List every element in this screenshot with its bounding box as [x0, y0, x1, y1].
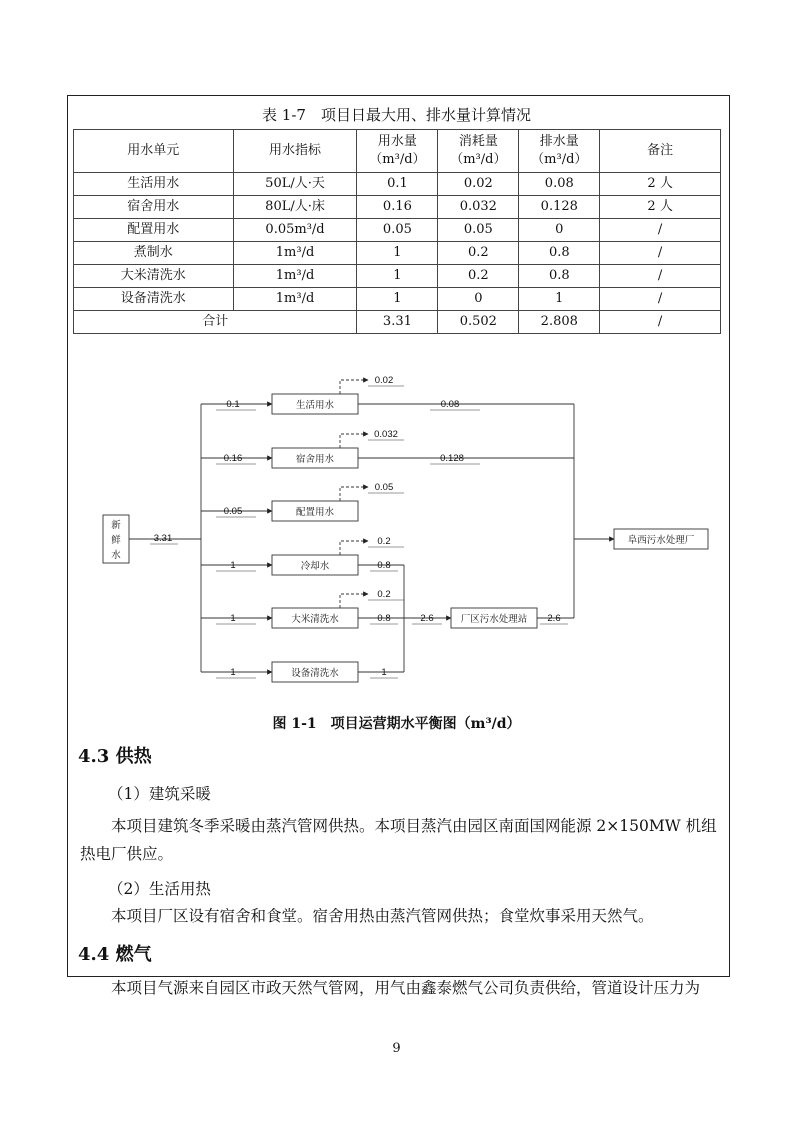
unit-loss: 0.2: [377, 536, 391, 547]
cell-consume: 0.2: [438, 265, 519, 288]
cell-use: 1: [357, 242, 438, 265]
cell-use: 0.16: [357, 196, 438, 219]
table-header-row: [74, 130, 721, 173]
header-consumption: 消耗量 （m³/d）: [438, 130, 519, 173]
unit-out: 1: [381, 667, 387, 678]
header-indicator: 用水指标: [233, 130, 357, 173]
unit-in: 0.05: [223, 506, 243, 517]
unit-in: 1: [230, 667, 236, 678]
cell-indicator: 1m³/d: [233, 265, 357, 288]
table-row: [74, 219, 721, 242]
table-row: [74, 265, 721, 288]
unit-name: 大米清洗水: [291, 614, 339, 625]
header-remark: 备注: [600, 130, 721, 173]
cell-unit: 煮制水: [74, 242, 234, 265]
cell-discharge: 0: [519, 219, 600, 242]
cell-unit: 宿舍用水: [74, 196, 234, 219]
unit-name: 设备清洗水: [291, 668, 339, 679]
cell-consume: 0.032: [438, 196, 519, 219]
cell-remark: /: [600, 219, 721, 242]
cell-use: 0.1: [357, 173, 438, 196]
cell-remark: /: [600, 265, 721, 288]
table-row: [74, 173, 721, 196]
table-row: [74, 196, 721, 219]
source-flow: 3.31: [153, 533, 173, 544]
cell-indicator: 0.05m³/d: [233, 219, 357, 242]
cell-discharge: 0.8: [519, 265, 600, 288]
cell-indicator: 1m³/d: [233, 242, 357, 265]
cell-unit: 大米清洗水: [74, 265, 234, 288]
cell-unit: 生活用水: [74, 173, 234, 196]
unit-name: 宿舍用水: [295, 454, 335, 465]
cell-total-use: 3.31: [357, 311, 438, 334]
source-label: 水: [111, 550, 121, 561]
figure-caption: 图 1-1 项目运营期水平衡图（m³/d）: [272, 716, 521, 732]
subheading-building-heating: （1）建筑采暖: [108, 785, 211, 803]
cell-total-consume: 0.502: [438, 311, 519, 334]
cell-remark: 2 人: [600, 173, 721, 196]
cell-use: 0.05: [357, 219, 438, 242]
unit-loss: 0.05: [374, 482, 394, 493]
unit-out: 0.128: [440, 453, 464, 464]
page-number: 9: [392, 1041, 401, 1056]
header-unit: 用水单元: [74, 130, 234, 173]
unit-in: 1: [230, 560, 236, 571]
unit-name: 冷却水: [300, 561, 330, 572]
cell-total-discharge: 2.808: [519, 311, 600, 334]
unit-in: 0.16: [223, 453, 243, 464]
paragraph-living-heat: 本项目厂区设有宿舍和食堂。宿舍用热由蒸汽管网供热；食堂炊事采用天然气。: [111, 907, 654, 925]
unit-name: 配置用水: [295, 507, 335, 518]
cell-use: 1: [357, 288, 438, 311]
table-row: [74, 288, 721, 311]
unit-in: 0.1: [226, 399, 240, 410]
plant-label: 阜西污水处理厂: [627, 535, 695, 546]
station-in: 2.6: [420, 613, 434, 624]
station-label: 厂区污水处理站: [460, 614, 528, 625]
cell-unit: 设备清洗水: [74, 288, 234, 311]
cell-consume: 0.2: [438, 242, 519, 265]
cell-unit: 配置用水: [74, 219, 234, 242]
unit-loss: 0.032: [374, 429, 398, 440]
section-heading-4-4: 4.4 燃气: [78, 944, 152, 965]
unit-name: 生活用水: [295, 400, 335, 411]
paragraph-heating: 本项目建筑冬季采暖由蒸汽管网供热。本项目蒸汽由园区南面国网能源 2×150MW 机组热电厂供应。: [80, 817, 717, 863]
cell-total-remark: /: [600, 311, 721, 334]
station-out: 2.6: [547, 613, 561, 624]
cell-use: 1: [357, 265, 438, 288]
cell-discharge: 0.08: [519, 173, 600, 196]
table-title: 表 1-7 项目日最大用、排水量计算情况: [262, 106, 531, 124]
unit-loss: 0.02: [374, 375, 394, 386]
header-water-use: 用水量 （m³/d）: [357, 130, 438, 173]
subheading-living-heat: （2）生活用热: [108, 880, 211, 898]
unit-loss: 0.2: [377, 589, 391, 600]
source-label: 鲜: [111, 535, 121, 546]
cell-discharge: 0.128: [519, 196, 600, 219]
unit-in: 1: [230, 613, 236, 624]
cell-remark: /: [600, 288, 721, 311]
table-total-row: [74, 311, 721, 334]
cell-consume: 0.02: [438, 173, 519, 196]
unit-out: 0.8: [377, 613, 391, 624]
cell-remark: 2 人: [600, 196, 721, 219]
unit-out: 0.08: [440, 399, 460, 410]
cell-remark: /: [600, 242, 721, 265]
water-balance-table: [73, 129, 721, 334]
cell-consume: 0: [438, 288, 519, 311]
source-label: 新: [111, 520, 121, 531]
section-heading-4-3: 4.3 供热: [78, 746, 152, 767]
table-row: [74, 242, 721, 265]
cell-indicator: 1m³/d: [233, 288, 357, 311]
cell-discharge: 1: [519, 288, 600, 311]
cell-indicator: 80L/人·床: [233, 196, 357, 219]
cell-discharge: 0.8: [519, 242, 600, 265]
cell-indicator: 50L/人·天: [233, 173, 357, 196]
paragraph-gas: 本项目气源来自园区市政天然气管网，用气由鑫泰燃气公司负责供给，管道设计压力为: [111, 979, 701, 997]
cell-total-label: 合计: [74, 311, 357, 334]
header-discharge: 排水量 （m³/d）: [519, 130, 600, 173]
unit-out: 0.8: [377, 560, 391, 571]
cell-consume: 0.05: [438, 219, 519, 242]
water-balance-diagram: [0, 360, 793, 700]
